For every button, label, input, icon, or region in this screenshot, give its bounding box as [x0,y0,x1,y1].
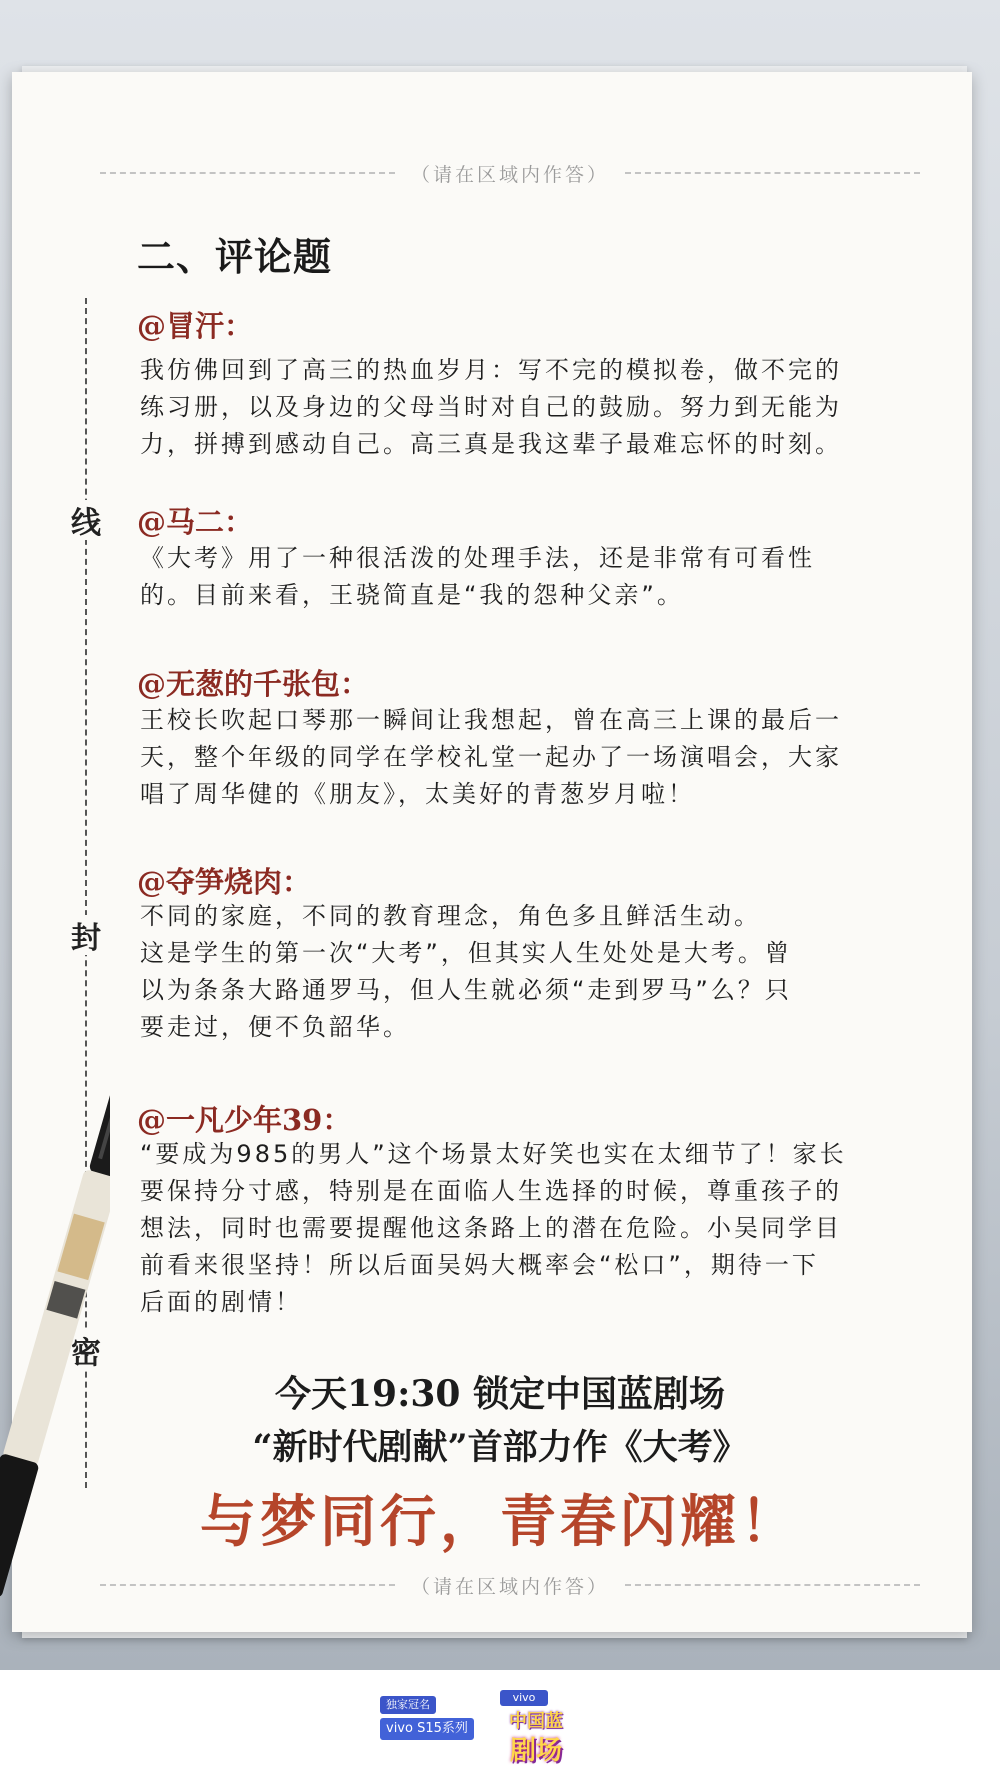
comment-line: 要保持分寸感，特别是在面临人生选择的时候，尊重孩子的 [140,1177,842,1205]
brand-vivo: vivo [500,1690,548,1706]
brand-line1: 中国蓝 [509,1711,563,1732]
comment-user: @冒汗： [137,309,254,343]
comment-line: “要成为985的男人”这个场景太好笑也实在太细节了！家长 [140,1140,847,1168]
comment-user: @一凡少年39： [137,1103,352,1137]
comment-line: 力，拼搏到感动自己。高三真是我这辈子最难忘怀的时刻。 [140,430,842,458]
promo-time-line: 今天19:30 锁定中国蓝剧场 [274,1373,726,1415]
china-blue-theater-logo [492,1690,580,1770]
comment-line: 练习册，以及身边的父母当时对自己的鼓励。努力到无能为 [140,393,842,421]
seal-char-feng: 封 [68,915,104,955]
answer-area-hint-bottom [100,1570,920,1600]
comment-user: @无葱的千张包： [137,667,370,701]
comment-line: 前看来很坚持！所以后面吴妈大概率会“松口”，期待一下 [140,1251,819,1279]
comment-line: 我仿佛回到了高三的热血岁月：写不完的模拟卷，做不完的 [140,356,842,384]
comment-text [140,352,925,463]
promo-title-line: “新时代剧献”首部力作《大考》 [252,1427,748,1468]
sponsor-logos [380,1690,590,1770]
comment-line: 这是学生的第一次“大考”，但其实人生处处是大考。曾 [140,939,792,967]
comment-line: 要走过，便不负韶华。 [140,1013,410,1041]
seal-char-mi: 密 [68,1330,104,1370]
sponsor-tag: 独家冠名 [380,1696,436,1714]
brand-line2: 剧场 [509,1736,562,1766]
sponsor-name: vivo S15系列 [380,1718,474,1740]
comment-line: 王校长吹起口琴那一瞬间让我想起，曾在高三上课的最后一 [140,706,842,734]
comment-user: @马二： [137,505,254,539]
comment-line: 以为条条大路通罗马，但人生就必须“走到罗马”么？只 [140,976,792,1004]
comment-user: @夺笋烧肉： [137,865,312,899]
comment-line: 唱了周华健的《朋友》，太美好的青葱岁月啦！ [140,780,695,808]
comment-text [140,540,925,614]
comment-line: 的。目前来看，王骁简直是“我的怨种父亲”。 [140,581,684,609]
comment-line: 天，整个年级的同学在学校礼堂一起办了一场演唱会，大家 [140,743,842,771]
section-title: 二、评论题 [137,234,333,279]
comment-text [140,702,925,813]
comment-line: 后面的剧情！ [140,1288,302,1316]
pen-icon [0,980,110,1600]
comment-text [140,898,925,1046]
comment-line: 《大考》用了一种很活泼的处理手法，还是非常有可看性 [140,544,815,572]
comment-text [140,1136,925,1321]
hint-text: （请在区域内作答） [411,163,610,186]
seal-char-xian: 线 [68,500,104,540]
answer-area-hint-top [100,158,920,188]
comment-line: 不同的家庭，不同的教育理念，角色多且鲜活生动。 [140,902,761,930]
hint-text: （请在区域内作答） [411,1575,610,1598]
promo-slogan: 与梦同行，青春闪耀！ [200,1489,800,1555]
comment-line: 想法，同时也需要提醒他这条路上的潜在危险。小吴同学目 [140,1214,842,1242]
